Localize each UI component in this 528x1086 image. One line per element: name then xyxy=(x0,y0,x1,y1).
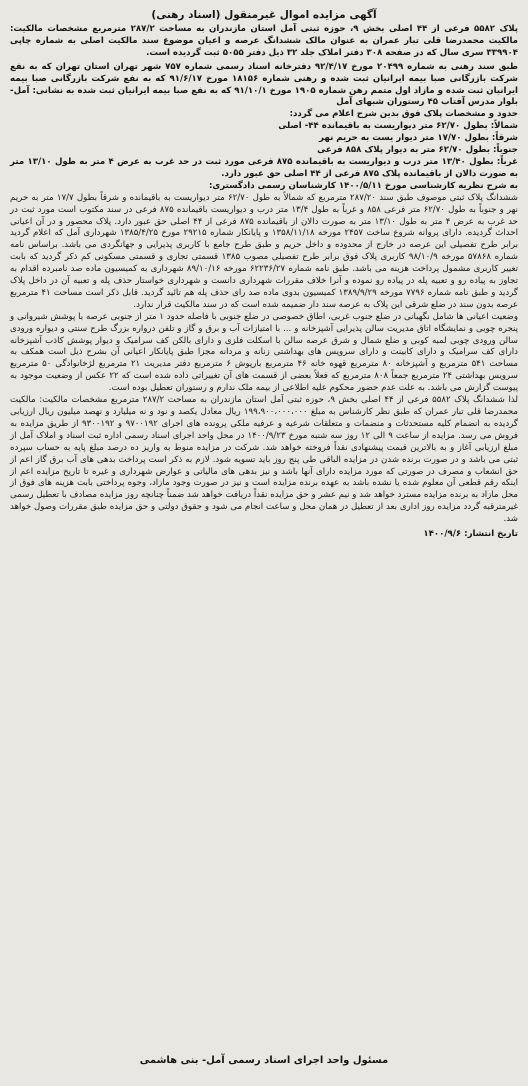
boundary-north: شمالاً: بطول ۶۲/۷۰ متر دیواریست به باقیمانده ۴۴- اصلی xyxy=(278,121,518,132)
boundary-south: جنوباً: بطول ۶۲/۷۰ متر به دیوار پلاک ۸۵۸ فرعی xyxy=(317,145,518,156)
boundaries-heading: حدود و مشخصات پلاک فوق بدین شرح اعلام می گردد: xyxy=(289,109,518,120)
buildings-paragraph: وضعیت اعیانی ها شامل نگهبانی در ضلع جنوب غربی، اطاق خصوصی در ضلع جنوبی با فاصله حدود ۱ متر از جنوبی عرصه با پوشش شیروانی و پنجره چوبی و نمایشگاه اتاق مدیریت سالن پذیرایی آشپزخانه و ... با امتیازات آب و برق و گاز و تلفن درواره بزرگ طرح سنتی و دیواره ورودی سالن ورودی چوبی لمبه کوبی و ضلع شمال و شرق عرصه سالن با اسکلت فلزی و دارای بالکن کف سرامیک و دیوار پوشش کاذب آشپزخانه دارای کف سرامیک و دارای کابینت و دارای سرویس های بهداشتی زنانه و مردانه مجزا طبق پایانکار اعیانی آن بشرح ذیل است همکف به مساحت ۵۴۱ مترمربع و آشپزخانه ۸۰ مترمربع قهوه خانه ۴۶ مترمربع بارپوش ۶ مترمربع دفتر مدیریت ۲۱ مترمربع لژخانوادگی ۵۰ مترمربع سرویس بهداشتی ۲۴ مترمربع جمعاً ۸۰۸ مترمربع که فعلاً بعضی از قسمت های آن تغییراتی داده شده است که ۲۲ عکس از وضعیت موجود به پیوست گزارش می باشد. به علت عدم حضور محکوم علیه اطلاعی از بیمه ملک ندارم و رستوران تعطیل بوده است. xyxy=(10,311,518,394)
boundary-west: غرباً: بطول ۱۳/۴۰ متر درب و دیواریست به باقیمانده ۸۷۵ فرعی مورد ثبت در حد غرب به عرض ۴ متر به طول ۱۳/۱۰ متر به صورت دالان از باقیمانده پلاک ۸۷۵ فرعی از ۴۴ اصلی حق عبور دارد. xyxy=(10,156,518,179)
signature-line: مسئول واحد اجرای اسناد رسمی آمل- بنی هاشمی xyxy=(139,1055,389,1066)
notice-title: آگهی مزایده اموال غیرمنقول (اسناد رهنی) xyxy=(151,9,377,21)
mortgage-paragraph: طبق سند رهنی به شماره ۲۰۴۹۹ مورخ ۹۲/۴/۱۷ دفترخانه اسناد رسمی شماره ۷۵۷ شهر تهران استان تهران که به نفع شرکت بازرگانی صبا بیمه ایرانیان ثبت شده و رهنی شماره ۱۸۱۵۶ مورخ ۹۱/۶/۱۷ که به نفع شرکت بازرگانی صبا بیمه ایرانیان ثبت شده و مازاد اول متمم رهن شماره ۱۹۰۵ مورخ ۹۱/۱۰/۱ که به نفع صبا بیمه ایرانیان ثبت شده به نشانی: آمل- بلوار مدرس آفتاب ۴۵ رستوران شبهای آمل xyxy=(10,61,518,108)
expert-report-paragraph: ششدانگ پلاک ثبتی موصوف طبق سند ۲۸۷/۲۰ مترمربع که شمالاً به طول ۶۲/۷۰ متر دیواریست به باقیمانده و شرقاً بطول ۱۷/۷ متر به حریم نهر و جنوباً به طول ۶۲/۷۰ متر فرعی ۸۵۸ و غرباً به طول ۱۳/۴ متر درب و دیواریست باقیمانده ۸۷۵ فرعی در سند مکتوب است مورد ثبت در حد غرب به عرض ۴ متر به طول ۱۳/۱۰ متر به صورت دالان از باقیمانده ۸۷۵ فرعی از ۴۴ اصلی حق عبور دارد. پلاک محصور و در آن اعیانی احداث گردیده. دارای پروانه شروع ساخت ۲۴۵۷ مورخه ۱۳۵۸/۱۱/۱۸ و پایانکار شماره ۲۹۲۱۵ مورخ ۱۳۸۵/۴/۲۵ شهرداری آمل که اعلام گردید برابر طرح تفصیلی این عرصه در خارج از محدوده و داخل حریم و طبق طرح جامع با کاربری پذیرایی و جهانگردی می باشد. براساس نامه شماره ۵۷۸۶۸ مورخه ۹۸/۱۰/۹ کاربری پلاک فوق برابر طرح تفصیلی مصوب ۱۳۸۵ قسمتی تجاری و قسمتی مسکونی کم ذکر گردید که بابت تغییر کاربری مشمول پرداخت هزینه می باشد. طبق نامه شماره ۶۲۲۳۶/۲۷ مورخه ۸۹/۱۰/۱۶ شهرداری به کمیسیون ماده صد نامبرده اقدام به تجاوز به پیاده رو و تعبیه پله در پیاده رو نموده و آنرا خلاف مقررات شهرداری دانست و شهرداری خواستار حذف پله و تعبیه آن در داخل پلاک گردید و طبق نامه شماره ۷۷۹۶ مورخه ۱۳۸۹/۹/۲۹ کمیسیون بدوی ماده صد رای حذف پله هم تائید گردید. قابل ذکر است مساحت ۴۱ مترمربع عرصه بدون سند در ضلع شرقی این پلاک به عرصه سند دار ضمیمه شده است که در سند مالکیت قرار ندارد. xyxy=(10,192,519,310)
property-ownership-paragraph: پلاک ۵۵۸۲ فرعی از ۴۴ اصلی بخش ۹، حوزه ثبتی آمل استان مازندران به مساحت ۲۸۷/۲ مترمربع مشخصات مالکیت: مالکیت محمدرضا قلی تبار عمران به عنوان مالک ششدانگ عرصه و اعیان موضوع سند مالکیت اصلی به شماره چاپی ۳۳۹۹۰۴ سری سال که در صفحه ۳۰۸ دفتر املاک جلد ۳۲ ذیل دفتر ۵۰۵۵ ثبت گردیده است. xyxy=(10,24,518,58)
legal-notice xyxy=(10,8,518,1070)
boundary-east: شرقاً: بطول ۱۷/۷۰ متر دیوار یست به حریم نهر xyxy=(319,133,518,144)
publication-date: تاریخ انتشار: ۱۴۰۰/۹/۶ xyxy=(423,529,518,540)
expert-report-heading: به شرح نظریه کارشناسی مورخ ۱۴۰۰/۵/۱۱ کارشناسان رسمی دادگستری: xyxy=(208,180,518,191)
auction-terms-paragraph: لذا ششدانگ پلاک ۵۵۸۲ فرعی از ۴۴ اصلی بخش ۹، حوزه ثبتی آمل استان مازندران به مساحت ۲۸۷/۲ مترمربع مشخصات مالکیت: مالکیت محمدرضا قلی تبار عمران که طبق نظر کارشناس به مبلغ ۱۹۹،۹۰۰،۰۰۰،۰۰۰ ریال معادل یکصد و نود و نه میلیارد و نهصد میلیون ریال ارزیابی گردیده به انضمام کلیه مستحدثات و منضمات و متعلقات شرعیه و عرفیه ملکی پرونده های اجرای ۹۷۰۰۱۹۲ و ۹۳۰۰۱۹۲ از طریق مزایده به فروش می رسد. مزایده از ساعت ۹ الی ۱۲ روز سه شنبه مورخ ۱۴۰۰/۹/۲۳ در محل واحد اجرای اسناد رسمی اداره ثبت اسناد و املاک آمل از مبلغ ارزیابی آغاز و به بالاترین قیمت پیشنهادی نقداً فروخته خواهد شد. شرکت در مزایده منوط به واریز ده درصد مبلغ پایه به حساب سپرده ثبتی می باشد و در صورت برنده شدن در مزایده الباقی طی پنج روز باید تسویه شود. لازم به ذکر است پرداخت بدهی های آب برق گاز اعم از حق انشعاب و مصرف در صورتی که مورد مزایده دارای آنها باشد و نیز بدهی های مالیاتی و عوارض شهرداری و غیره تا تاریخ مزایده اعم از اینکه رقم قطعی آن معلوم شده یا نشده باشد به عهده برنده مزایده است و نیز در صورت وجود مازاد، وجوه پرداختی بابت هزینه های فوق از محل مازاد به برنده مزایده مسترد خواهد شد و نیم عشر و حق مزایده نقداً دریافت خواهد شد ضمناً چنانچه روز مزایده مصادف با تعطیل رسمی غیرمترقبه گردد مزایده روز اداری بعد از تعطیل در همان محل و ساعت انجام می شود و حقوق دولتی و حق مزایده طبق مقررات وصول خواهد شد. xyxy=(10,395,519,525)
